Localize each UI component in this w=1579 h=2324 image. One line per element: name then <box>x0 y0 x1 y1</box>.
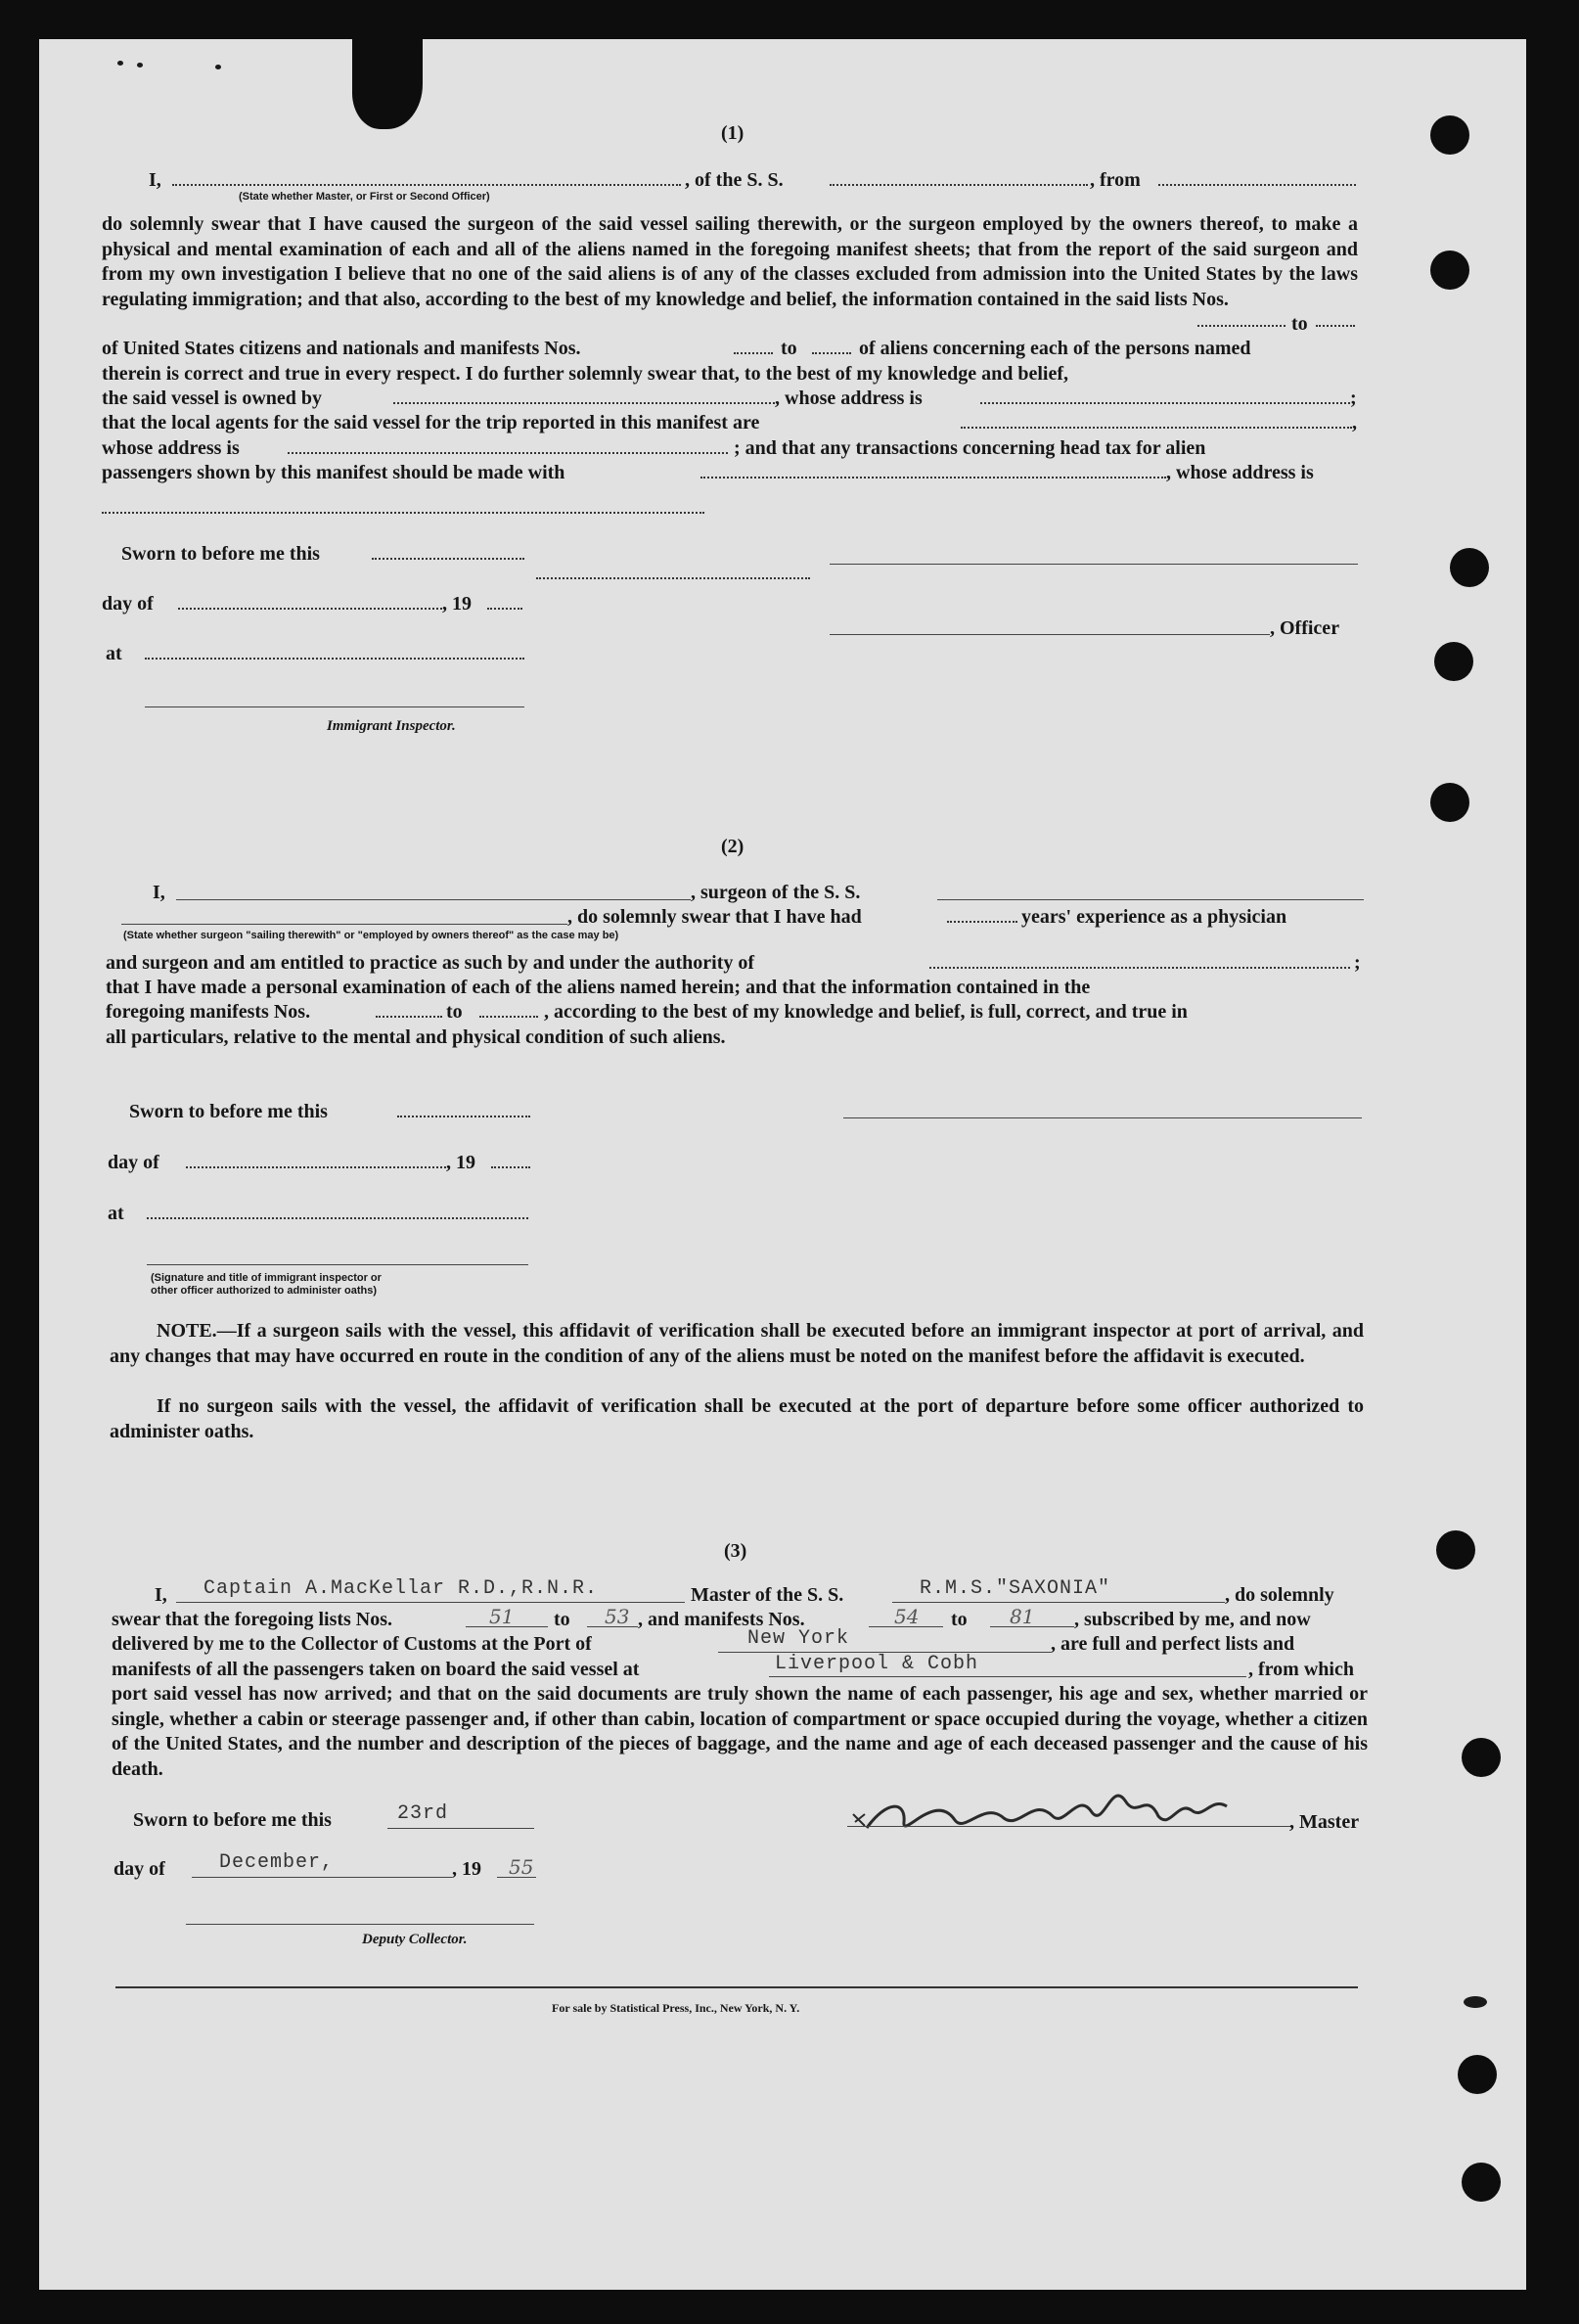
torn-corner <box>352 39 423 129</box>
s1-owner-address-blank <box>980 402 1350 404</box>
s1-day-blank <box>178 608 442 610</box>
s1-officer-line <box>830 634 1270 635</box>
s2-sworn: Sworn to before me this <box>129 1101 328 1122</box>
s2-hint: (State whether surgeon "sailing therewith" or "employed by owners thereof" as the case may be) <box>123 930 619 941</box>
s3-manifest-from: 54 <box>894 1605 920 1628</box>
s2-swear: , do solemnly swear that I have had <box>567 906 862 928</box>
s2-sig-hint-2: other officer authorized to administer oaths) <box>151 1285 378 1297</box>
s1-line7: therein is correct and true in every respect. I do further solemnly swear that, to the best of my knowledge and belief, <box>102 363 1069 385</box>
s3-month-line <box>192 1877 452 1878</box>
s2-semi: ; <box>1354 952 1361 974</box>
s3-sworn-day: 23rd <box>397 1802 449 1825</box>
signature-scribble <box>847 1771 1297 1849</box>
footer-rule <box>115 1986 1358 1988</box>
s1-line9: that the local agents for the said vessel for the trip reported in this manifest are <box>102 412 760 433</box>
s3-manifest-to-line <box>990 1626 1074 1627</box>
s1-comma: , <box>1352 412 1357 433</box>
speck <box>117 61 123 66</box>
s2-day-blank <box>186 1166 446 1168</box>
s3-line2a: swear that the foregoing lists Nos. <box>112 1609 393 1630</box>
punch-hole <box>1462 2163 1501 2202</box>
s3-ship-line <box>892 1602 1225 1603</box>
s2-year: , 19 <box>446 1152 475 1173</box>
s3-manifest-to: 81 <box>1010 1605 1035 1628</box>
s1-paragraph: do solemnly swear that I have caused the surgeon of the said vessel sailing therewith, or the surgeon employed by the owners thereof, to make a physical and mental examination of each and all of the aliens named in the foregoing manifest sheets; that from the report of the said surgeon and from my own investigation I believe that no one of the said aliens is of any of the classes excluded from admission into the United States by the laws regulating immigration; and that also, according to the best of my knowledge and belief, the information contained in the said lists Nos. <box>102 213 1358 310</box>
s2-manifest-blank <box>376 1016 442 1018</box>
s3-i: I, <box>155 1584 167 1606</box>
s2-year-blank <box>491 1166 530 1168</box>
s3-line4b: , from which <box>1248 1659 1354 1680</box>
s1-year-blank <box>487 608 522 610</box>
section-1-number: (1) <box>721 122 744 144</box>
s2-sworn-blank <box>397 1116 530 1117</box>
s3-manifest-from-line <box>869 1626 943 1627</box>
s1-line10a: whose address is <box>102 437 240 459</box>
s1-of-ss: , of the S. S. <box>685 169 784 191</box>
s3-line2e: , subscribed by me, and now <box>1074 1609 1311 1630</box>
s1-inspector-line <box>145 706 524 707</box>
s2-line5c: , according to the best of my knowledge and belief, is full, correct, and true in <box>544 1001 1188 1023</box>
s1-manifest-blank <box>734 352 773 354</box>
s3-day: day of <box>113 1858 165 1880</box>
s3-ship: R.M.S."SAXONIA" <box>920 1577 1111 1600</box>
s3-line2d: to <box>951 1609 968 1630</box>
s1-agents-blank <box>961 427 1352 429</box>
s1-line11a: passengers shown by this manifest should be made with <box>102 462 565 483</box>
punch-hole <box>1462 1738 1501 1777</box>
s3-line4a: manifests of all the passengers taken on board the said vessel at <box>112 1659 640 1680</box>
s1-semi: ; <box>1350 387 1357 409</box>
s1-line6a: of United States citizens and nationals and manifests Nos. <box>102 338 581 359</box>
s3-year-label: , 19 <box>452 1858 481 1880</box>
s3-signature <box>847 1771 1297 1849</box>
s2-name-blank <box>176 899 691 900</box>
s3-year: 55 <box>509 1855 534 1879</box>
s2-line4: that I have made a personal examination of each of the aliens named herein; and that the information contained in the <box>106 977 1091 998</box>
s2-line5b: to <box>446 1001 463 1023</box>
s3-paragraph: port said vessel has now arrived; and that on the said documents are truly shown the name of each passenger, his age and sex, whether married or single, whether a cabin or steerage passenger and, if other than cabin, location of compartment or space occupied during the voyage, whether a citizen of the United States, and the number and description of the pieces of baggage, and the name and age of each deceased passenger and the cause of his death. <box>112 1683 1368 1780</box>
s3-lists-to: 53 <box>605 1605 630 1628</box>
s2-i: I, <box>153 882 165 903</box>
s1-line6c: of aliens concerning each of the persons named <box>859 338 1251 359</box>
s1-day: day of <box>102 593 154 615</box>
s1-line10b: ; and that any transactions concerning head tax for alien <box>734 437 1206 459</box>
s1-sworn-blank <box>372 558 524 560</box>
s2-years: years' experience as a physician <box>1021 906 1287 928</box>
s3-year-line <box>497 1877 536 1878</box>
s1-year: , 19 <box>442 593 472 615</box>
s3-do: , do solemnly <box>1225 1584 1334 1606</box>
s1-sworn: Sworn to before me this <box>121 543 320 565</box>
s1-agents-address-blank <box>288 452 728 454</box>
s1-line8b: , whose address is <box>775 387 923 409</box>
s1-from: , from <box>1090 169 1141 191</box>
section-3-number: (3) <box>724 1540 747 1562</box>
speck <box>1464 1996 1487 2008</box>
s2-manifest-to-blank <box>479 1016 538 1018</box>
s1-officer-blank <box>172 184 681 186</box>
s3-collector-line <box>186 1924 534 1925</box>
s3-lists-from: 51 <box>489 1605 515 1628</box>
s3-collector: Deputy Collector. <box>362 1932 468 1947</box>
s1-i: I, <box>149 169 161 191</box>
s3-line3b: , are full and perfect lists and <box>1051 1633 1295 1655</box>
s3-sworn-line <box>387 1828 534 1829</box>
s2-note-label: NOTE. <box>157 1320 217 1342</box>
s1-headtax-blank <box>700 477 1166 478</box>
punch-hole <box>1436 1530 1475 1570</box>
s3-month: December, <box>219 1851 335 1874</box>
s3-line2b: to <box>554 1609 570 1630</box>
s3-master: , Master <box>1289 1811 1360 1833</box>
s1-at: at <box>106 643 122 664</box>
s1-line8a: the said vessel is owned by <box>102 387 323 409</box>
s3-captain-line <box>176 1602 685 1603</box>
s1-lists-to-blank <box>1316 325 1355 327</box>
punch-hole <box>1430 115 1469 155</box>
s1-manifest-to-blank <box>812 352 851 354</box>
speck <box>137 63 143 68</box>
s2-note-text: —If a surgeon sails with the vessel, this affidavit of verification shall be executed before an immigrant inspector at port of arrival, and any changes that may have occurred en route in the condition of any of the aliens must be noted on the manifest before the affidavit is executed. <box>110 1320 1364 1367</box>
s3-master-of: Master of the S. S. <box>691 1584 844 1606</box>
s1-sig-dots <box>536 577 810 579</box>
s1-signature-line <box>830 564 1358 565</box>
s2-ship-blank <box>937 899 1364 900</box>
punch-hole <box>1450 548 1489 587</box>
s2-day: day of <box>108 1152 159 1173</box>
s3-lists-from-line <box>466 1626 548 1627</box>
s1-headtax-address-blank <box>102 512 704 514</box>
section-2-number: (2) <box>721 836 744 857</box>
s2-at-blank <box>147 1217 528 1219</box>
s2-note-1 <box>110 1319 1364 1369</box>
s1-officer-hint: (State whether Master, or First or Second Officer) <box>239 191 490 203</box>
s1-owner-blank <box>393 402 775 404</box>
s2-inspector-line <box>147 1264 528 1265</box>
s1-from-blank <box>1158 184 1356 186</box>
s3-from-port-line <box>769 1676 1246 1677</box>
s3-line2c: , and manifests Nos. <box>638 1609 805 1630</box>
s2-authority-blank <box>929 967 1350 969</box>
s1-at-blank <box>145 658 524 660</box>
s2-line6: all particulars, relative to the mental and physical condition of such aliens. <box>106 1026 726 1048</box>
s1-lists-blank <box>1197 325 1286 327</box>
s2-line5a: foregoing manifests Nos. <box>106 1001 311 1023</box>
s3-captain: Captain A.MacKellar R.D.,R.N.R. <box>203 1577 599 1600</box>
s3-port: New York <box>747 1627 850 1650</box>
s2-line3: and surgeon and am entitled to practice as such by and under the authority of <box>106 952 755 974</box>
s2-note-2: If no surgeon sails with the vessel, the affidavit of verification shall be executed at the port of departure before some officer authorized to administer oaths. <box>110 1395 1364 1442</box>
footer-imprint: For sale by Statistical Press, Inc., New York, N. Y. <box>552 2001 800 2015</box>
s2-years-blank <box>947 921 1017 923</box>
s3-sworn: Sworn to before me this <box>133 1809 332 1831</box>
s1-ship-blank <box>830 184 1088 186</box>
s3-lists-to-line <box>587 1626 638 1627</box>
speck <box>215 65 221 69</box>
s1-officer: , Officer <box>1270 617 1340 639</box>
punch-hole <box>1430 783 1469 822</box>
s3-line3a: delivered by me to the Collector of Customs at the Port of <box>112 1633 592 1655</box>
punch-hole <box>1458 2055 1497 2094</box>
s1-line6b: to <box>781 338 797 359</box>
s2-surgeon: , surgeon of the S. S. <box>691 882 861 903</box>
punch-hole <box>1434 642 1473 681</box>
s1-to: to <box>1291 313 1308 335</box>
s1-inspector: Immigrant Inspector. <box>327 718 456 734</box>
s1-line11b: , whose address is <box>1166 462 1314 483</box>
s3-master-line <box>847 1826 1291 1827</box>
s2-at: at <box>108 1203 124 1224</box>
s2-swear-blank <box>121 924 567 925</box>
s3-from-port: Liverpool & Cobh <box>775 1653 979 1675</box>
punch-hole <box>1430 251 1469 290</box>
s2-sig-hint-1: (Signature and title of immigrant inspector or <box>151 1272 382 1284</box>
s2-signature-line <box>843 1117 1362 1118</box>
